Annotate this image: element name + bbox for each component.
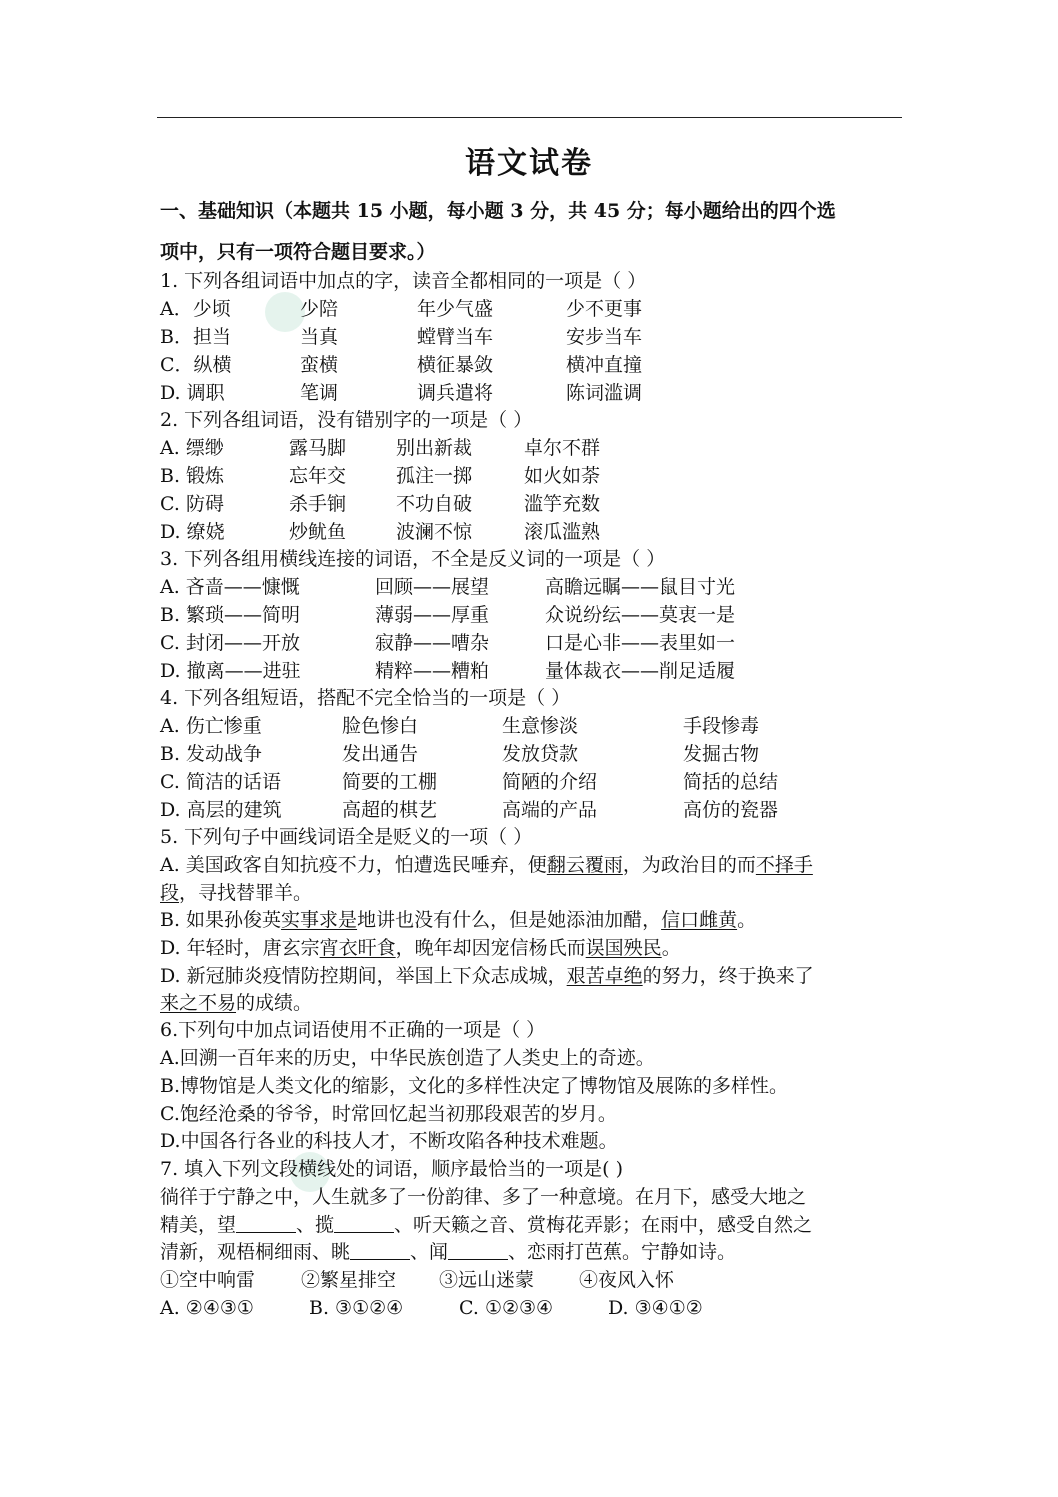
option-label: A. 缥缈 xyxy=(160,437,224,459)
header-rule xyxy=(157,117,902,118)
option-phrase: 简要的工棚 xyxy=(342,771,438,793)
option-word: 调兵遣将 xyxy=(417,382,494,404)
question-6-option-b: B.博物馆是人类文化的缩影，文化的多样性决定了博物馆及展陈的多样性。 xyxy=(160,1075,789,1097)
option-pair: 薄弱——厚重 xyxy=(375,604,490,626)
fill-blank-4 xyxy=(448,1239,508,1260)
option-label: D. 缭娆 xyxy=(160,521,225,543)
question-6-option-d: D.中国各行各业的科技人才，不断攻陷各种技术难题。 xyxy=(160,1130,618,1152)
fill-blank-2 xyxy=(334,1212,394,1233)
option-word: 陈词滥调 xyxy=(566,382,643,404)
option-pair: 精粹——糟粕 xyxy=(375,660,490,682)
underlined-term: 翻云覆雨 xyxy=(546,854,623,876)
option-phrase: C. 简洁的话语 xyxy=(160,771,281,793)
option-word: 忘年交 xyxy=(289,465,347,487)
question-2-stem: 2. 下列各组词语，没有错别字的一项是（ ） xyxy=(160,409,533,431)
option-text: A. 美国政客自知抗疫不力，怕遭选民唾弃，便 xyxy=(160,854,547,876)
answer-option: C. ①②③④ xyxy=(459,1297,554,1319)
option-word: 当真 xyxy=(300,326,339,348)
choice-item: ②繁星排空 xyxy=(301,1269,397,1291)
underlined-term: 不择手 xyxy=(755,854,813,876)
section-heading-cont: 项中，只有一项符合题目要求。） xyxy=(160,241,436,263)
option-word: 蛮横 xyxy=(300,354,339,376)
option-text: 的努力，终于换来了 xyxy=(642,965,814,987)
fill-blank-3 xyxy=(350,1239,410,1260)
answer-option: B. ③①②④ xyxy=(309,1297,404,1319)
option-phrase: D. 高层的建筑 xyxy=(160,799,282,821)
underlined-term: 艰苦卓绝 xyxy=(566,965,643,987)
underlined-term: 误国殃民 xyxy=(585,937,662,959)
option-text: B. 如果孙俊英 xyxy=(160,909,282,931)
option-word: 少陪 xyxy=(300,298,339,320)
option-word: 横征暴敛 xyxy=(417,354,494,376)
choice-item: ③远山迷蒙 xyxy=(439,1269,535,1291)
option-word: 炒鱿鱼 xyxy=(289,521,347,543)
question-7-stem: 7. 填入下列文段横线处的词语，顺序最恰当的一项是( ) xyxy=(160,1158,624,1180)
choice-item: ①空中响雷 xyxy=(160,1269,256,1291)
option-word: 螳臂当车 xyxy=(417,326,494,348)
question-5-option-b xyxy=(160,906,756,934)
option-pair: A. 吝啬——慷慨 xyxy=(160,576,300,598)
underlined-term: 实事求是 xyxy=(281,909,358,931)
option-pair: 众说纷纭——莫衷一是 xyxy=(545,604,736,626)
option-word: 笔调 xyxy=(300,382,339,404)
question-6-option-c: C.饱经沧桑的爷爷，时常回忆起当初那段艰苦的岁月。 xyxy=(160,1103,617,1125)
option-word: 孤注一掷 xyxy=(396,465,473,487)
option-text: 。 xyxy=(737,909,757,931)
passage-text: 清新，观梧桐细雨、眺 xyxy=(160,1241,351,1263)
underlined-term: 段 xyxy=(160,882,180,904)
question-5-option-c xyxy=(160,934,681,962)
watermark-logo-icon xyxy=(265,292,305,332)
option-phrase: 手段惨毒 xyxy=(683,715,760,737)
option-word: 波澜不惊 xyxy=(396,521,473,543)
option-word: 露马脚 xyxy=(289,437,347,459)
option-phrase: 发出通告 xyxy=(342,743,419,765)
question-5-option-d xyxy=(160,962,814,990)
question-7-passage-line-1: 徜徉于宁静之中，人生就多了一份韵律、多了一种意境。在月下，感受大地之 xyxy=(160,1186,807,1208)
option-pair: 高瞻远瞩——鼠目寸光 xyxy=(545,576,736,598)
option-phrase: 简陋的介绍 xyxy=(502,771,598,793)
option-phrase: 生意惨淡 xyxy=(502,715,579,737)
underlined-term: 宵衣旰食 xyxy=(319,937,396,959)
option-text: ，寻找替罪羊。 xyxy=(179,882,313,904)
question-7-passage-line-3 xyxy=(160,1238,736,1266)
option-text: D. 年轻时，唐玄宗 xyxy=(160,937,320,959)
question-3-stem: 3. 下列各组用横线连接的词语，不全是反义词的一项是（ ） xyxy=(160,548,666,570)
question-1-stem: 1. 下列各组词语中加点的字，读音全都相同的一项是（ ） xyxy=(160,270,647,292)
option-label: A．少顷 xyxy=(160,298,231,320)
option-text: ，晚年却因宠信杨氏而 xyxy=(395,937,586,959)
option-phrase: 高端的产品 xyxy=(502,799,598,821)
answer-option: D. ③④①② xyxy=(608,1297,703,1319)
option-phrase: B. 发动战争 xyxy=(160,743,263,765)
option-word: 杀手锏 xyxy=(289,493,347,515)
passage-text: 、恋雨打芭蕉。宁静如诗。 xyxy=(508,1241,737,1263)
answer-option: A. ②④③① xyxy=(160,1297,254,1319)
option-text: 。 xyxy=(661,937,681,959)
option-pair: C. 封闭——开放 xyxy=(160,632,300,654)
option-phrase: 发放贷款 xyxy=(502,743,579,765)
section-heading: 一、基础知识（本题共 15 小题，每小题 3 分，共 45 分；每小题给出的四个选 xyxy=(160,200,836,222)
question-4-stem: 4. 下列各组短语，搭配不完全恰当的一项是（ ） xyxy=(160,687,571,709)
underlined-term: 信口雌黄 xyxy=(661,909,738,931)
passage-text: 、闻 xyxy=(410,1241,449,1263)
option-pair: D. 撤离——进驻 xyxy=(160,660,301,682)
question-5-option-d-cont xyxy=(160,989,312,1017)
option-pair: B. 繁琐——简明 xyxy=(160,604,301,626)
option-phrase: 发掘古物 xyxy=(683,743,760,765)
option-word: 滥竽充数 xyxy=(524,493,601,515)
option-phrase: A. 伤亡惨重 xyxy=(160,715,262,737)
page-title: 语文试卷 xyxy=(465,146,593,181)
option-phrase: 高仿的瓷器 xyxy=(683,799,779,821)
choice-item: ④夜风入怀 xyxy=(579,1269,675,1291)
option-word: 滚瓜滥熟 xyxy=(524,521,601,543)
question-5-option-a xyxy=(160,851,813,879)
option-word: 年少气盛 xyxy=(417,298,494,320)
option-word: 卓尔不群 xyxy=(524,437,601,459)
underlined-term: 来之不易 xyxy=(160,992,237,1014)
option-label: C．纵横 xyxy=(160,354,232,376)
option-pair: 口是心非——表里如一 xyxy=(545,632,736,654)
option-word: 不功自破 xyxy=(396,493,473,515)
passage-text: 、揽 xyxy=(296,1214,335,1236)
option-pair: 回顾——展望 xyxy=(375,576,490,598)
option-label: B．担当 xyxy=(160,326,231,348)
question-5-stem: 5. 下列句子中画线词语全是贬义的一项（ ） xyxy=(160,826,533,848)
option-pair: 量体裁衣——削足适履 xyxy=(545,660,736,682)
option-label: B. 锻炼 xyxy=(160,465,225,487)
option-word: 少不更事 xyxy=(566,298,643,320)
option-text: 地讲也没有什么，但是她添油加醋， xyxy=(357,909,662,931)
option-text: 的成绩。 xyxy=(236,992,313,1014)
option-phrase: 脸色惨白 xyxy=(342,715,419,737)
option-text: D. 新冠肺炎疫情防控期间，举国上下众志成城， xyxy=(160,965,567,987)
question-7-passage-line-2 xyxy=(160,1211,812,1239)
question-6-stem: 6.下列句中加点词语使用不正确的一项是（ ） xyxy=(160,1019,546,1041)
fill-blank-1 xyxy=(236,1212,296,1233)
option-text: ，为政治目的而 xyxy=(622,854,756,876)
passage-text: 、听天籁之音、赏梅花弄影；在雨中，感受自然之 xyxy=(394,1214,813,1236)
option-pair: 寂静——嘈杂 xyxy=(375,632,490,654)
option-label: C. 防碍 xyxy=(160,493,224,515)
question-5-option-a-cont xyxy=(160,879,312,907)
option-word: 如火如荼 xyxy=(524,465,601,487)
option-label: D. 调职 xyxy=(160,382,225,404)
option-word: 别出新裁 xyxy=(396,437,473,459)
passage-text: 精美，望 xyxy=(160,1214,237,1236)
option-phrase: 简括的总结 xyxy=(683,771,779,793)
question-6-option-a: A.回溯一百年来的历史，中华民族创造了人类史上的奇迹。 xyxy=(160,1047,655,1069)
option-word: 安步当车 xyxy=(566,326,643,348)
option-phrase: 高超的棋艺 xyxy=(342,799,438,821)
option-word: 横冲直撞 xyxy=(566,354,643,376)
